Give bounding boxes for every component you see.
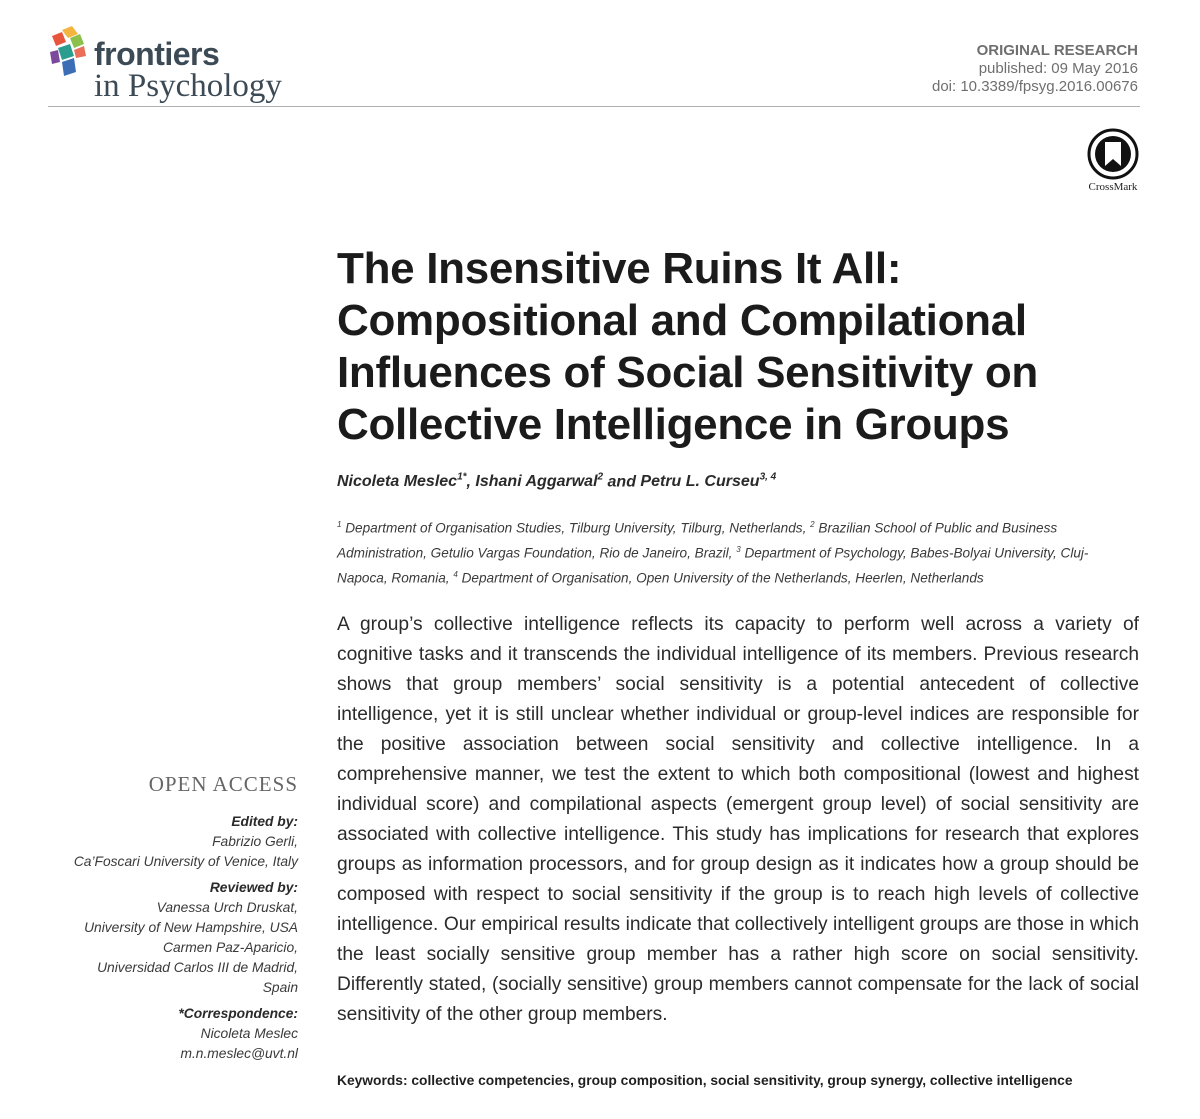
journal-logo[interactable] (48, 24, 288, 104)
reviewer-affiliation: University of New Hampshire, USA (84, 920, 298, 935)
crossmark-badge[interactable] (1078, 128, 1148, 193)
journal-brand-line2: in Psychology (94, 68, 282, 104)
reviewer-name: Vanessa Urch Druskat, (156, 900, 298, 915)
author-list: Nicoleta Meslec$^{1*}$, Ishani Aggarwal$^2$ and Petru L. Curseu$^{3, 4}$ (337, 472, 777, 491)
keywords-line: Keywords: collective competencies, group composition, social sensitivity, group synergy, collective intelligence (337, 1073, 1073, 1088)
affiliation: Brazilian School of Public and Business Administration, Getulio Vargas Foundation, Rio de Janeiro, Brazil, (337, 520, 1058, 561)
editor-name: Fabrizio Gerli, (212, 834, 298, 849)
article-title: The Insensitive Ruins It All: Compositional and Compilational Influences of Social Sensitivity on Collective Intelligence in Groups (337, 244, 1038, 449)
journal-brand-line1: frontiers (94, 36, 220, 72)
open-access-label: OPEN ACCESS (148, 772, 298, 796)
edited-by-heading: Edited by: (231, 814, 298, 829)
author[interactable]: Ishani Aggarwal$^2$ (475, 472, 604, 491)
sidebar-info (48, 772, 298, 1064)
author[interactable]: Petru L. Curseu$^{3, 4}$ (640, 472, 777, 491)
crossmark-icon (1087, 128, 1139, 180)
correspondent-name: Nicoleta Meslec (200, 1026, 298, 1041)
doi-link[interactable]: doi: 10.3389/fpsyg.2016.00676 (931, 78, 1138, 95)
reviewer-affiliation: Spain (262, 980, 298, 995)
reviewer-name: Carmen Paz-Aparicio, (163, 940, 298, 955)
article-meta (932, 42, 1138, 96)
affiliation-list: $^1$ Department of Organisation Studies, Tilburg University, Tilburg, Netherlands, $^2$ Brazilian School of Public and Business Administration, Getulio Vargas Foundation, Rio de Janeiro, Brazil, $^3$ Department of Psychology, Babes-Bolyai University, Cluj-Napoca, Romania, $^4$ Department of Organisation, Open University of the Netherlands, Heerlen, Netherlands (337, 520, 1089, 586)
editor-affiliation: Ca’Foscari University of Venice, Italy (73, 854, 298, 869)
correspondent-email[interactable]: m.n.meslec@uvt.nl (180, 1046, 298, 1061)
affiliation: Department of Psychology, Babes-Bolyai University, Cluj-Napoca, Romania, (337, 545, 1089, 586)
affiliation: Department of Organisation, Open University of the Netherlands, Heerlen, Netherlands (457, 570, 984, 586)
affiliation: Department of Organisation Studies, Tilburg University, Tilburg, Netherlands, (341, 520, 811, 536)
correspondence-heading: *Correspondence: (178, 1006, 298, 1021)
header-divider (48, 106, 1140, 107)
crossmark-label: CrossMark (1088, 181, 1138, 193)
published-date: published: 09 May 2016 (978, 60, 1138, 77)
reviewer-affiliation: Universidad Carlos III de Madrid, (97, 960, 298, 975)
article-type: ORIGINAL RESEARCH (976, 42, 1138, 59)
frontiers-logo-icon (48, 26, 92, 76)
abstract-text: A group’s collective intelligence reflects its capacity to perform well across a variety of cognitive tasks and it transcends the individual intelligence of its members. Previous research shows that group members’ social sensitivity is a potential antecedent of collective intelligence, yet it is still unclear whether individual or group-level indices are responsible for the positive association between social sensitivity and collective intelligence. In a comprehensive manner, we test the extent to which both compositional (lowest and highest individual score) and compilational aspects (emergent group level) of social sensitivity are associated with collective intelligence. This study has implications for research that explores groups as information processors, and for group design as it indicates how a group should be composed with respect to social sensitivity if the group is to reach high levels of collective intelligence. Our empirical results indicate that collectively intelligent groups are those in which the least socially sensitive group member has a rather high score on social sensitivity. Differently stated, (socially sensitive) group members cannot compensate for the lack of social sensitivity of the other group members. (337, 614, 1139, 1025)
author[interactable]: Nicoleta Meslec$^{1*}$ (337, 472, 467, 491)
reviewed-by-heading: Reviewed by: (209, 880, 298, 895)
